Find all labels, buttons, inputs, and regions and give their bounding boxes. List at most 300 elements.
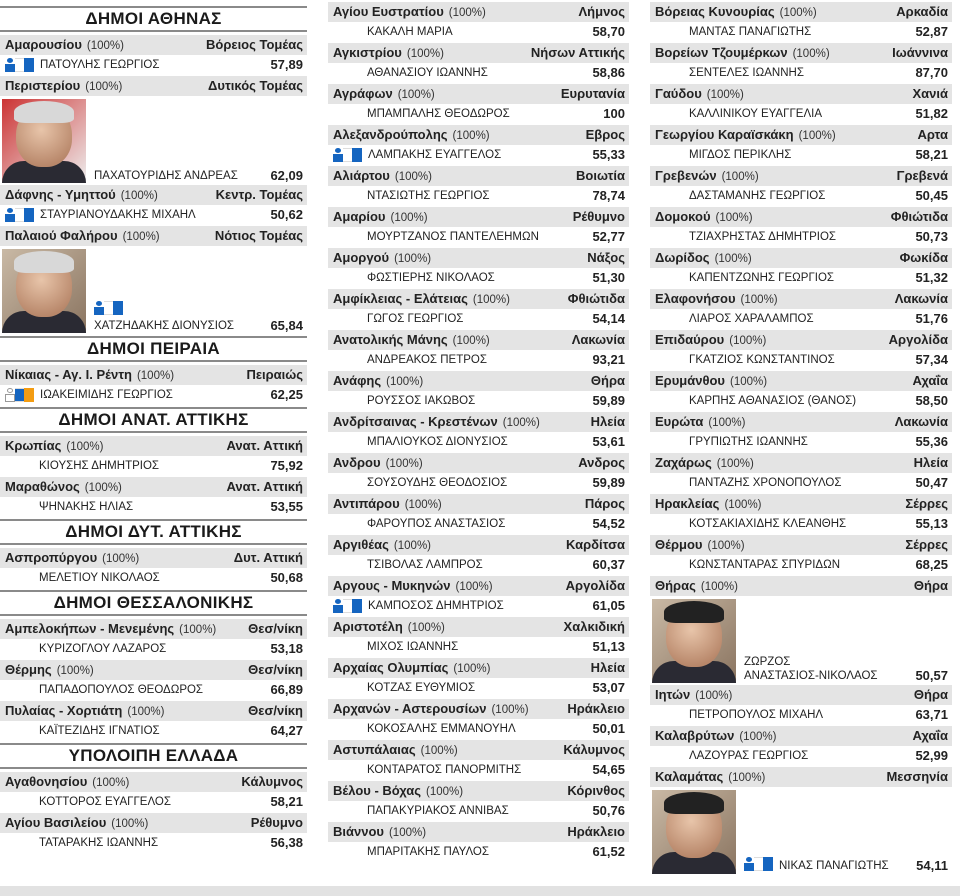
candidate-score: 54,52 [592,516,625,531]
counted-percent: (100%) [730,376,768,388]
candidate-row [94,318,303,333]
result-entry [0,548,307,588]
party-logo-part [352,599,362,613]
photo-hair [664,792,724,814]
candidate-row [328,309,629,329]
candidate-score: 53,07 [592,680,625,695]
counted-percent: (100%) [706,89,744,101]
counted-percent: (100%) [716,458,754,470]
party-logo-orange-icon [5,388,34,402]
candidate-name: ΚΑΪΤΕΖΙΔΗΣ ΙΓΝΑΤΙΟΣ [39,725,160,737]
municipality-name: Αλιάρτου [333,168,390,183]
result-entry [328,781,629,821]
region-name: Λακωνία [894,414,948,429]
municipality-name: Αμαρουσίου [5,37,82,52]
municipality-header [650,576,952,596]
municipality-name: Παλαιού Φαλήρου [5,228,118,243]
region-name: Ευρυτανία [560,86,625,101]
municipality-label [5,477,122,497]
counted-percent: (100%) [66,441,104,453]
region-name: Ηράκλειο [567,701,625,716]
party-logo-nd-icon [333,148,362,162]
party-logo-part [94,301,104,315]
party-logo-part [24,208,34,222]
candidate-name: ΖΩΡΖΟΣ [744,656,791,668]
municipality-name: Δωρίδος [655,250,710,265]
region-name: Θήρα [913,687,948,702]
municipality-name: Αγίου Ευστρατίου [333,4,444,19]
municipality-name: Θέρμης [5,662,52,677]
region-name: Λακωνία [571,332,625,347]
municipality-label [655,43,830,63]
candidate-row [650,227,952,247]
section-title: ΔΗΜΟΙ ΑΝΑΤ. ΑΤΤΙΚΗΣ [0,407,307,433]
candidate-name: ΦΑΡΟΥΠΟΣ ΑΝΑΣΤΑΣΙΟΣ [367,518,506,530]
region-name: Μεσσηνία [886,769,948,784]
municipality-header [328,699,629,719]
counted-percent: (100%) [385,458,423,470]
candidate-name: ΠΑΧΑΤΟΥΡΙΔΗΣ ΑΝΔΡΕΑΣ [94,169,238,182]
candidate-score: 51,76 [915,311,948,326]
candidate-row [328,596,629,616]
candidate-photo-block [650,787,952,875]
candidate-row [0,680,307,700]
result-entry [328,576,629,616]
candidate-score: 53,55 [270,499,303,514]
region-name: Φθιώτιδα [567,291,625,306]
counted-percent: (100%) [715,212,753,224]
candidate-score: 52,77 [592,229,625,244]
party-logo-part [15,58,24,72]
party-logo-part [333,148,343,162]
region-name: Ιωάννινα [892,45,948,60]
section-title: ΔΗΜΟΙ ΑΘΗΝΑΣ [0,6,307,32]
party-logo-part [24,58,34,72]
municipality-header [650,371,952,391]
region-name: Γρεβενά [896,168,948,183]
result-entry [328,371,629,411]
municipality-header [328,330,629,350]
region-name: Κάλυμνος [563,742,625,757]
candidate-row [328,227,629,247]
municipality-header [650,125,952,145]
municipality-header [0,477,307,497]
municipality-label [5,365,174,385]
municipality-name: Αγκιστρίου [333,45,402,60]
municipality-header [328,740,629,760]
result-entry [328,494,629,534]
municipality-label [5,772,129,792]
candidate-photo [652,599,736,683]
region-name: Νότιος Τομέας [214,228,303,243]
region-name: Χαλκιδική [563,619,625,634]
candidate-row [744,857,948,874]
result-entry [328,43,629,83]
municipality-header [328,453,629,473]
municipality-header [0,701,307,721]
region-name: Αχαΐα [912,728,948,743]
result-entry [650,371,952,411]
candidate-name: ΨΗΝΑΚΗΣ ΗΛΙΑΣ [39,501,134,513]
municipality-name: Δάφνης - Υμηττού [5,187,116,202]
municipality-header [0,226,307,246]
candidate-name: ΛΑΜΠΑΚΗΣ ΕΥΑΓΓΕΛΟΣ [368,149,502,161]
party-logo-part [763,857,773,871]
result-entry [328,412,629,452]
candidate-photo [652,790,736,874]
candidate-score: 59,89 [592,393,625,408]
municipality-name: Ιητών [655,687,691,702]
result-entry [328,617,629,657]
region-name: Ανατ. Αττική [226,438,303,453]
municipality-name: Βορείων Τζουμέρκων [655,45,788,60]
candidate-name: ΠΕΤΡΟΠΟΥΛΟΣ ΜΙΧΑΗΛ [689,709,824,721]
candidate-score: 54,14 [592,311,625,326]
region-name: Λήμνος [578,4,625,19]
candidate-name: ΚΙΟΥΣΗΣ ΔΗΜΗΤΡΙΟΣ [39,460,160,472]
candidate-score: 54,65 [592,762,625,777]
counted-percent: (100%) [406,48,444,60]
counted-percent: (100%) [394,171,432,183]
candidate-score: 50,76 [592,803,625,818]
result-entry [650,726,952,766]
municipality-name: Ελαφονήσου [655,291,736,306]
result-entry [328,289,629,329]
municipality-label [333,781,463,801]
result-entry [0,365,307,405]
candidate-row [650,473,952,493]
municipality-label [333,822,426,842]
result-entry [0,619,307,659]
candidate-name: ΜΠΑΡΙΤΑΚΗΣ ΠΑΥΛΟΣ [367,846,489,858]
result-entry [650,2,952,42]
candidate-score: 58,50 [915,393,948,408]
result-entry [650,43,952,83]
municipality-name: Ηρακλείας [655,496,720,511]
municipality-label [655,207,753,227]
region-name: Ηλεία [913,455,948,470]
candidate-row [328,555,629,575]
municipality-label [655,2,817,22]
photo-hair [14,251,74,273]
candidate-score: 50,47 [915,475,948,490]
counted-percent: (100%) [502,417,540,429]
municipality-name: Θέρμου [655,537,703,552]
municipality-header [650,330,952,350]
region-name: Κεντρ. Τομέας [215,187,303,202]
candidate-score: 52,99 [915,748,948,763]
candidate-name: ΣΟΥΣΟΥΔΗΣ ΘΕΟΔΟΣΙΟΣ [367,477,508,489]
candidate-row [0,833,307,853]
candidate-name: ΚΥΡΙΖΟΓΛΟΥ ΛΑΖΑΡΟΣ [39,643,167,655]
municipality-label [333,740,458,760]
counted-percent: (100%) [740,294,778,306]
municipality-name: Κρωπίας [5,438,62,453]
candidate-name: ΜΠΑΛΙΟΥΚΟΣ ΔΙΟΝΥΣΙΟΣ [367,436,508,448]
municipality-header [650,685,952,705]
candidate-name: ΣΤΑΥΡΙΑΝΟΥΔΑΚΗΣ ΜΙΧΑΗΛ [40,209,196,221]
section-title: ΔΗΜΟΙ ΘΕΣΣΑΛΟΝΙΚΗΣ [0,590,307,616]
region-name: Πάρος [584,496,625,511]
candidate-photo [2,249,86,333]
municipality-label [333,43,444,63]
result-entry [0,226,307,334]
result-entry [650,535,952,575]
party-logo-part [343,148,352,162]
region-name: Ανδρος [578,455,625,470]
result-entry [0,35,307,75]
counted-percent: (100%) [491,704,529,716]
municipality-label [655,535,745,555]
municipality-name: Περιστερίου [5,78,81,93]
result-entry [328,248,629,288]
candidate-row [650,514,952,534]
municipality-header [328,781,629,801]
municipality-header [0,813,307,833]
candidate-score: 58,70 [592,24,625,39]
municipality-label [5,813,148,833]
counted-percent: (100%) [728,772,766,784]
municipality-header [328,494,629,514]
candidate-row [650,22,952,42]
municipality-label [5,226,160,246]
region-name: Λακωνία [894,291,948,306]
candidate-photo-block [650,596,952,684]
region-name: Αργολίδα [565,578,625,593]
candidate-score: 57,89 [270,57,303,72]
candidate-name: ΑΝΑΣΤΑΣΙΟΣ-ΝΙΚΟΛΑΟΣ [744,669,878,682]
municipality-name: Επιδαύρου [655,332,725,347]
region-name: Κόρινθος [567,783,625,798]
region-name: Καρδίτσα [566,537,625,552]
candidate-row [328,432,629,452]
municipality-name: Ανδρου [333,455,381,470]
municipality-name: Ανδρίτσαινας - Κρεστένων [333,414,498,429]
counted-percent: (100%) [407,622,445,634]
region-name: Ηλεία [590,414,625,429]
candidate-score: 62,25 [270,387,303,402]
municipality-header [650,726,952,746]
counted-percent: (100%) [452,130,490,142]
candidate-row [744,668,948,683]
counted-percent: (100%) [724,499,762,511]
result-entry [0,436,307,476]
result-entry [328,740,629,780]
party-logo-part [104,301,113,315]
candidate-score: 55,36 [915,434,948,449]
municipality-label [333,699,529,719]
party-logo-part [5,388,15,402]
result-entry [328,699,629,739]
counted-percent: (100%) [394,253,432,265]
result-entry [0,185,307,225]
candidate-name: ΚΟΤΤΟΡΟΣ ΕΥΑΓΓΕΛΟΣ [39,796,171,808]
result-entry [650,289,952,329]
candidate-name: ΑΝΔΡΕΑΚΟΣ ΠΕΤΡΟΣ [367,354,487,366]
municipality-label [5,619,216,639]
party-logo-part [352,148,362,162]
counted-percent: (100%) [448,7,486,19]
counted-percent: (100%) [714,253,752,265]
candidate-score: 93,21 [592,352,625,367]
counted-percent: (100%) [393,540,431,552]
municipality-name: Αργιθέας [333,537,389,552]
results-column-1 [0,4,307,854]
municipality-header [0,548,307,568]
counted-percent: (100%) [56,665,94,677]
region-name: Δυτ. Αττική [233,550,303,565]
candidate-row [328,268,629,288]
result-entry [650,207,952,247]
section-title: ΔΗΜΟΙ ΔΥΤ. ΑΤΤΙΚΗΣ [0,519,307,545]
municipality-name: Αμαρίου [333,209,386,224]
candidate-row [328,63,629,83]
candidate-name: ΓΚΑΤΖΙΟΣ ΚΩΝΣΤΑΝΤΙΝΟΣ [689,354,835,366]
municipality-label [655,726,776,746]
result-entry [328,125,629,165]
candidate-info [86,301,303,333]
region-name: Βόρειος Τομέας [206,37,303,52]
municipality-label [5,35,124,55]
result-entry [650,125,952,165]
municipality-header [650,535,952,555]
municipality-name: Νίκαιας - Αγ. Ι. Ρέντη [5,367,132,382]
municipality-label [333,535,431,555]
party-logo-part [754,857,763,871]
party-logo-part [744,857,754,871]
candidate-score: 50,62 [270,207,303,222]
results-column-2 [328,2,629,863]
candidate-score: 100 [603,106,625,121]
municipality-name: Αμοργού [333,250,390,265]
candidate-score: 60,37 [592,557,625,572]
candidate-name: ΚΑΛΛΙΝΙΚΟΥ ΕΥΑΓΓΕΛΙΑ [689,108,822,120]
municipality-name: Γαύδου [655,86,702,101]
party-logo-nd-icon [333,599,362,613]
municipality-header [0,35,307,55]
candidate-name: ΜΕΛΕΤΙΟΥ ΝΙΚΟΛΑΟΣ [39,572,160,584]
counted-percent: (100%) [798,130,836,142]
candidate-name: ΓΩΓΟΣ ΓΕΩΡΓΙΟΣ [367,313,464,325]
result-entry [0,660,307,700]
municipality-label [333,658,490,678]
party-logo-nd-icon [5,58,34,72]
candidate-score: 75,92 [270,458,303,473]
candidate-name: ΠΑΠΑΚΥΡΙΑΚΟΣ ΑΝΝΙΒΑΣ [367,805,509,817]
candidate-row [0,456,307,476]
candidate-score: 52,87 [915,24,948,39]
region-name: Ρέθυμνο [250,815,303,830]
candidate-score: 78,74 [592,188,625,203]
region-name: Θήρα [913,578,948,593]
result-entry [0,477,307,517]
municipality-header [650,207,952,227]
region-name: Θεσ/νίκη [248,703,303,718]
counted-percent: (100%) [700,581,738,593]
result-entry [650,84,952,124]
party-logo-part [113,301,123,315]
municipality-header [650,289,952,309]
municipality-label [5,660,94,680]
region-name: Πειραιώς [246,367,303,382]
municipality-label [5,436,103,456]
candidate-name: ΤΣΙΒΟΛΑΣ ΛΑΜΠΡΟΣ [367,559,483,571]
municipality-name: Βόρειας Κυνουρίας [655,4,775,19]
result-entry [650,166,952,206]
region-name: Ηλεία [590,660,625,675]
candidate-score: 51,82 [915,106,948,121]
result-entry [650,412,952,452]
candidate-info [736,857,948,874]
candidate-name: ΣΕΝΤΕΛΕΣ ΙΩΑΝΝΗΣ [689,67,804,79]
region-name: Φωκίδα [899,250,948,265]
counted-percent: (100%) [708,417,746,429]
municipality-label [655,412,745,432]
municipality-name: Γεωργίου Καραϊσκάκη [655,127,794,142]
result-entry [0,701,307,741]
candidate-row [328,801,629,821]
candidate-row [328,104,629,124]
municipality-name: Ζαχάρως [655,455,712,470]
municipality-label [333,84,435,104]
municipality-name: Καλαβρύτων [655,728,735,743]
municipality-header [328,576,629,596]
result-entry [328,330,629,370]
candidate-row [650,268,952,288]
counted-percent: (100%) [739,731,777,743]
candidate-score: 54,11 [916,858,948,873]
candidate-score: 56,38 [270,835,303,850]
municipality-header [650,166,952,186]
region-name: Σέρρες [905,537,948,552]
party-logo-part [5,208,15,222]
candidate-row [650,145,952,165]
candidate-name: ΠΑΤΟΥΛΗΣ ΓΕΩΡΓΙΟΣ [40,59,160,71]
candidate-name: ΔΑΣΤΑΜΑΝΗΣ ΓΕΩΡΓΙΟΣ [689,190,826,202]
region-name: Αρκαδία [896,4,948,19]
municipality-name: Βέλου - Βόχας [333,783,422,798]
municipality-header [650,43,952,63]
counted-percent: (100%) [472,294,510,306]
municipality-name: Αγράφων [333,86,393,101]
region-name: Αργολίδα [888,332,948,347]
municipality-name: Ερυμάνθου [655,373,725,388]
candidate-row [650,186,952,206]
municipality-label [333,125,490,145]
candidate-name: ΚΑΠΕΝΤΖΩΝΗΣ ΓΕΩΡΓΙΟΣ [689,272,835,284]
candidate-row [328,145,629,165]
candidate-score: 87,70 [915,65,948,80]
region-name: Ανατ. Αττική [226,479,303,494]
municipality-header [328,658,629,678]
candidate-name: ΚΟΤΖΑΣ ΕΥΘΥΜΙΟΣ [367,682,476,694]
result-entry [328,822,629,862]
party-logo-part [24,388,34,402]
municipality-name: Αρχαίας Ολυμπίας [333,660,449,675]
candidate-row [650,391,952,411]
municipality-header [0,660,307,680]
result-entry [650,767,952,875]
municipality-header [328,2,629,22]
candidate-photo-block [0,96,307,184]
counted-percent: (100%) [452,335,490,347]
candidate-name: ΦΩΣΤΙΕΡΗΣ ΝΙΚΟΛΑΟΣ [367,272,495,284]
municipality-header [0,76,307,96]
photo-hair [664,601,724,623]
counted-percent: (100%) [390,212,428,224]
candidate-photo-block [0,246,307,334]
counted-percent: (100%) [397,89,435,101]
